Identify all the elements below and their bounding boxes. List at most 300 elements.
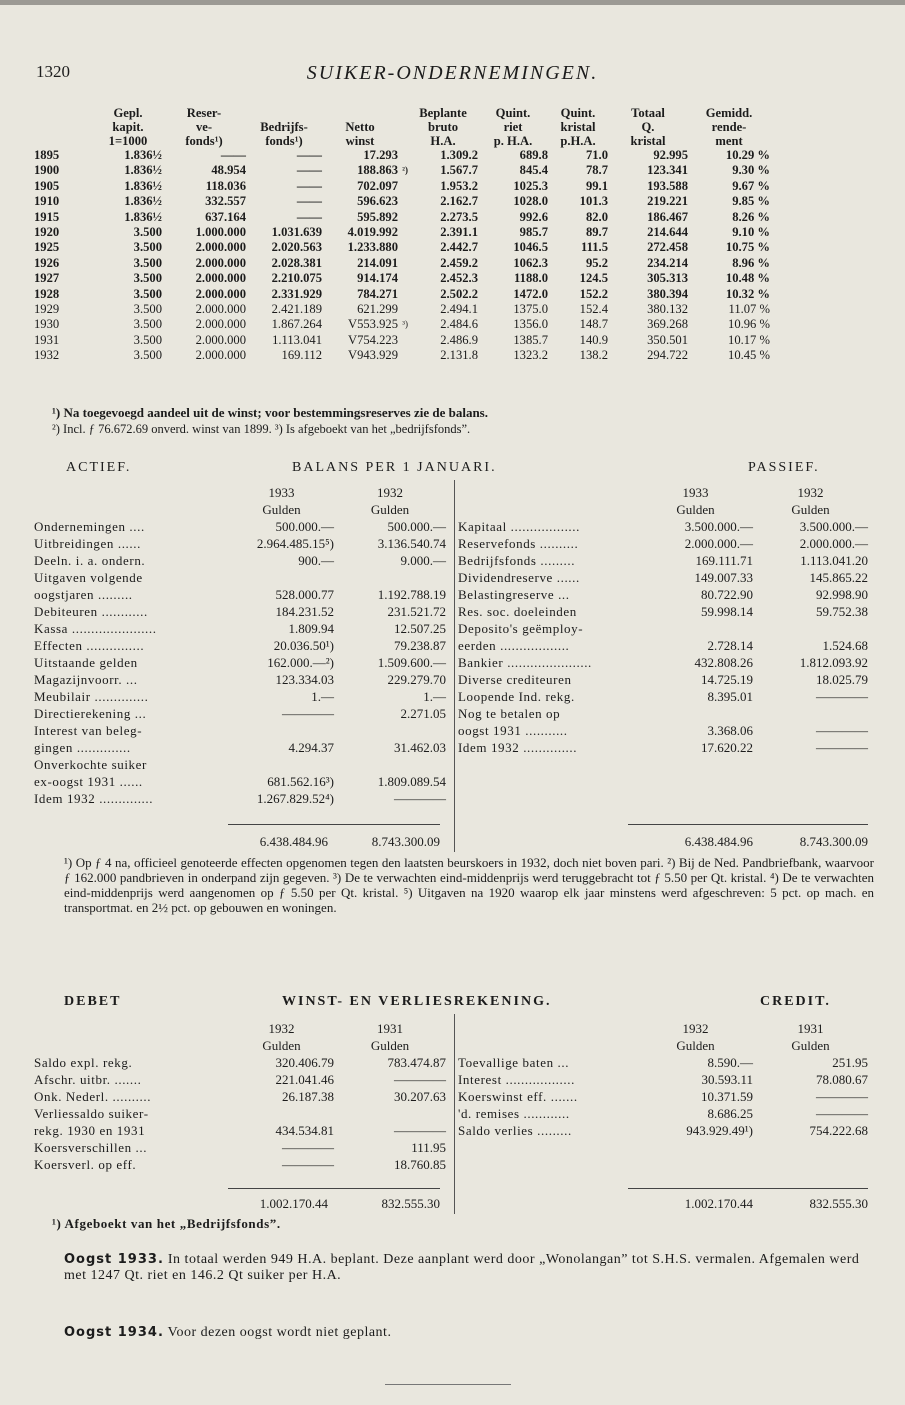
table-cell: 3.500 [133,225,162,240]
ledger-row [458,1071,868,1088]
table-cell: 1926 [34,255,60,270]
table-cell [398,210,408,225]
ledger-label: oogst 1931 ........... [458,723,568,738]
actief-total-1932: 8.743.300.09 [371,834,440,849]
ledger-label: Deeln. i. a. ondern. [34,553,146,568]
table-cell: 1375.0 [513,302,548,317]
table-cell [398,256,408,271]
table-cell: 2.391.1 [440,225,478,240]
table-cell: 99.1 [585,178,608,193]
table-cell: 1929 [34,302,60,317]
year-1931: 1931 [797,1021,824,1036]
actief-total-rule [228,824,440,825]
unit: Gulden [262,1038,301,1053]
passief-total-rule [628,824,868,825]
ledger-amount: 1.267.829.52⁴) [256,791,334,806]
ledger-amount: 943.929.49¹) [686,1123,753,1138]
debet-table [34,1020,446,1173]
ledger-amount: 4.294.37 [288,740,334,755]
ledger-label: rekg. 1930 en 1931 [34,1123,146,1138]
table-cell: 1920 [34,225,60,240]
ledger-label: oogstjaren ......... [34,587,133,602]
ledger-row [458,552,868,569]
ledger-row [34,654,446,671]
ledger-label: Directierekening ... [34,706,147,721]
ledger-amount: 80.722.90 [701,587,753,602]
table-cell: 985.7 [519,225,548,240]
table-cell: 169.112 [281,348,322,363]
ledger-row [34,1054,446,1071]
balance-notes: ¹) Op ƒ 4 na, officieel genoteerde effecten opgenomen tegen den laatsten beurskoers in 1932, doch niet boven pari. ²) Bij de Ned. Pandbriefbank, waarvoor ƒ 162.000 pandbrieven in onderpand zijn gegeven. ³) De te verwachten eind-middenprijs werd teruggebracht tot ƒ 5.50 per Qt. kristal. ⁴) De te verwachten eind-middenprijs werd aangenomen op ƒ 5.50 per Qt. kristal. ⁵) Uitgaven na 1920 waarop elk jaar minstens werd afgeschreven: 5 pct. op mach. en transportmat. en 2½ pct. op gebouwen en woningen. [64,855,874,915]
ledger-row [34,603,446,620]
ledger-row [34,620,446,637]
ledger-label: Debiteuren ............ [34,604,148,619]
table-cell: 3.500 [133,348,162,363]
table-cell: 10.32 % [725,286,770,301]
ledger-amount: 1.524.68 [822,638,868,653]
ledger-amount: 18.025.79 [816,672,868,687]
ledger-amount: 681.562.16³) [267,774,334,789]
table-cell: 186.467 [647,209,688,224]
table-cell [398,287,408,302]
passief-table [458,484,868,756]
production-footnote-1: ¹) Na toegevoegd aandeel uit de winst; voor bestemmingsreserves zie de balans. [52,405,488,420]
top-border [0,0,905,5]
ledger-amount: 123.334.03 [275,672,334,687]
ledger-amount: 59.998.14 [701,604,753,619]
table-cell: 784.271 [357,286,398,301]
table-cell: 124.5 [579,271,608,286]
ledger-amount: 31.462.03 [394,740,446,755]
ledger-row [34,518,446,535]
table-cell: 2.028.381 [271,255,322,270]
ledger-row [34,1122,446,1139]
table-cell [398,302,408,317]
table-cell: 111.5 [581,240,608,255]
table-cell: 138.2 [579,348,608,363]
table-cell: 380.132 [647,302,688,317]
ledger-label: Interest van beleg- [34,723,143,738]
ledger-amount: ———— [282,706,334,721]
ledger-label: Reservefonds .......... [458,536,579,551]
ledger-row [34,1088,446,1105]
table-cell: 3.500 [133,332,162,347]
ledger-amount: 3.500.000.— [799,519,868,534]
ledger-amount: 229.279.70 [387,672,446,687]
table-cell: 1385.7 [513,332,548,347]
table-cell: 1.953.2 [440,178,478,193]
table-row [34,179,770,194]
unit: Gulden [791,502,830,517]
table-cell: 9.67 % [732,178,770,193]
table-cell: 148.7 [579,317,608,332]
ledger-amount: 754.222.68 [809,1123,868,1138]
ledger-label: Nog te betalen op [458,706,561,721]
table-cell: 2.273.5 [440,209,478,224]
ledger-amount: 18.760.85 [394,1157,446,1172]
unit: Gulden [370,502,410,517]
ledger-row [458,1122,868,1139]
ledger-amount [638,705,753,722]
ledger-amount: 500.000.— [275,519,334,534]
debet-total-rule [228,1188,440,1189]
credit-total-1932: 1.002.170.44 [684,1196,753,1211]
table-cell: 1915 [34,209,60,224]
table-cell: 10.96 % [728,317,770,332]
debet-title: DEBET [64,994,122,1009]
table-cell: 10.17 % [728,332,770,347]
actief-total-1933: 6.438.484.96 [259,834,328,849]
table-cell: 1.836½ [124,209,162,224]
table-row [34,302,770,317]
ledger-row [458,722,868,739]
ledger-amount: 1.809.94 [288,621,334,636]
table-cell: 152.4 [579,302,608,317]
ledger-amount: 8.590.— [707,1055,753,1070]
table-row [34,210,770,225]
table-cell: 2.000.000 [195,332,246,347]
ledger-label: Kapitaal .................. [458,519,580,534]
table-row [34,225,770,240]
ledger-label: Onk. Nederl. .......... [34,1089,152,1104]
table-cell: 101.3 [579,194,608,209]
table-cell: 1895 [34,148,60,162]
table-cell: —— [296,209,322,224]
year-1931: 1931 [377,1021,403,1036]
production-footnote-2: ²) Incl. ƒ 76.672.69 onverd. winst van 1899. ³) Is afgeboekt van het „bedrijfsfonds”. [52,422,471,436]
table-cell: 1025.3 [513,178,548,193]
table-cell: 214.644 [647,225,688,240]
ledger-label: Kassa ...................... [34,621,157,636]
ledger-amount [753,705,868,722]
table-cell: 140.9 [579,332,608,347]
ledger-amount [334,569,446,586]
table-cell: 118.036 [205,178,246,193]
unit: Gulden [676,1038,715,1053]
table-row [34,333,770,348]
table-cell: 1188.0 [514,271,548,286]
column-header: Quint. kristal p.H.A. [560,106,596,148]
table-cell: 1.836½ [124,194,162,209]
ledger-amount: 9.000.— [400,553,446,568]
table-cell: 3.500 [133,317,162,332]
ledger-row [34,1139,446,1156]
table-cell: 1.233.880 [347,240,398,255]
pl-divider [454,1014,455,1214]
table-cell: 369.268 [647,317,688,332]
ledger-amount: 2.271.05 [400,706,446,721]
table-cell: 89.7 [585,225,608,240]
table-cell: 11.07 % [728,302,770,317]
ledger-row [458,688,868,705]
ledger-row [458,1054,868,1071]
ledger-amount: 528.000.77 [275,587,334,602]
table-cell: 2.000.000 [195,255,246,270]
table-cell: 1062.3 [513,255,548,270]
table-cell: 78.7 [585,163,608,178]
end-rule [385,1384,511,1385]
ledger-amount: 169.111.71 [695,553,753,568]
ledger-amount: 1.509.600.— [377,655,446,670]
table-cell [398,348,408,363]
table-cell [398,179,408,194]
ledger-label: Uitgaven volgende [34,570,143,585]
ledger-amount: ———— [816,723,868,738]
ledger-amount: 10.371.59 [701,1089,753,1104]
ledger-amount [334,756,446,773]
ledger-amount: 221.041.46 [275,1072,334,1087]
ledger-row [458,739,868,756]
ledger-amount: 92.998.90 [816,587,868,602]
table-cell: 1.836½ [124,163,162,178]
column-header: Gepl. kapit. 1=1000 [108,106,148,148]
ledger-amount: 3.368.06 [707,723,753,738]
table-row [34,240,770,255]
credit-table [458,1020,868,1139]
ledger-label: Saldo expl. rekg. [34,1055,133,1070]
ledger-amount: 14.725.19 [701,672,753,687]
table-cell: 71.0 [585,148,608,162]
ledger-label: Afschr. uitbr. ....... [34,1072,142,1087]
ledger-row [458,654,868,671]
table-cell: 2.484.6 [440,317,478,332]
year-1932: 1932 [377,485,403,500]
credit-total-rule [628,1188,868,1189]
table-cell: 123.341 [647,163,688,178]
table-cell: 1.567.7 [440,163,478,178]
ledger-label: Effecten ............... [34,638,145,653]
ledger-label: Toevallige baten ... [458,1055,570,1070]
table-cell: 1.836½ [124,148,162,162]
unit: Gulden [370,1038,410,1053]
table-cell: V943.929 [347,348,398,363]
table-cell: 10.45 % [728,348,770,363]
table-cell [398,271,408,286]
table-cell: 152.2 [579,286,608,301]
table-cell [398,194,408,209]
ledger-row [34,637,446,654]
table-cell: 1028.0 [513,194,548,209]
ledger-label: Saldo verlies ......... [458,1123,572,1138]
ledger-amount: 26.187.38 [282,1089,334,1104]
table-cell: 914.174 [357,271,398,286]
year-1932: 1932 [682,1021,709,1036]
credit-title: CREDIT. [760,994,831,1009]
passief-total-1933: 6.438.484.96 [684,834,753,849]
year-1932: 1932 [268,1021,295,1036]
ledger-row [458,1088,868,1105]
ledger-amount [334,722,446,739]
pl-title: WINST- EN VERLIESREKENING. [282,994,552,1009]
table-cell: 1905 [34,178,60,193]
column-header [34,106,94,148]
ledger-amount: 2.000.000.— [799,536,868,551]
table-cell: 2.000.000 [195,302,246,317]
column-header: Reser- ve- fonds¹) [185,106,223,148]
table-cell: 92.995 [653,148,688,162]
ledger-amount: ———— [394,791,446,806]
ledger-label: Onverkochte suiker [34,757,147,772]
balance-divider [454,480,455,852]
ledger-amount [334,1105,446,1122]
table-row [34,163,770,178]
table-cell: —— [220,148,246,162]
table-cell: 10.75 % [725,240,770,255]
table-cell: 2.331.929 [271,286,322,301]
table-cell: 1925 [34,240,60,255]
ledger-row [458,569,868,586]
ledger-amount: 500.000.— [387,519,446,534]
table-cell: 8.26 % [732,209,770,224]
ledger-amount: 1.— [311,689,334,704]
table-cell: 214.091 [357,255,398,270]
ledger-row [458,603,868,620]
ledger-label: Diverse crediteuren [458,672,572,687]
unit: Gulden [676,502,715,517]
table-row [34,256,770,271]
ledger-row [34,688,446,705]
ledger-label: 'd. remises ............ [458,1106,570,1121]
ledger-amount: 432.808.26 [694,655,753,670]
table-cell: ³) [402,319,408,330]
credit-total-1931: 832.555.30 [809,1196,868,1211]
page-number: 1320 [36,62,70,81]
ledger-row [34,705,446,722]
balance-title: BALANS PER 1 JANUARI. [292,460,497,475]
ledger-amount: 1.192.788.19 [377,587,446,602]
ledger-label: ex-oogst 1931 ...... [34,774,143,789]
ledger-label: Deposito's geëmploy- [458,621,584,636]
ledger-amount: 184.231.52 [275,604,334,619]
ledger-amount [229,722,334,739]
table-cell: 3.500 [133,255,162,270]
table-cell: 1.836½ [124,178,162,193]
column-header: Netto winst [345,120,375,148]
ledger-label: Uitbreidingen ...... [34,536,141,551]
table-row [34,317,770,332]
table-cell: 10.29 % [725,148,770,162]
table-cell: 2.502.2 [440,286,478,301]
ledger-label: Belastingreserve ... [458,587,570,602]
column-header: Beplante bruto H.A. [419,106,467,148]
ledger-label: eerden .................. [458,638,570,653]
ledger-amount: ———— [394,1072,446,1087]
passief-title: PASSIEF. [748,460,820,475]
table-cell: 595.892 [357,209,398,224]
ledger-amount: 79.238.87 [394,638,446,653]
table-cell: 992.6 [519,209,548,224]
ledger-amount: 30.593.11 [701,1072,753,1087]
ledger-amount [638,620,753,637]
table-cell: 1927 [34,271,60,286]
table-cell: 1.309.2 [440,148,478,162]
ledger-label: Bedrijfsfonds ......... [458,553,576,568]
ledger-label: Uitstaande gelden [34,655,138,670]
table-cell: 48.954 [211,163,246,178]
table-cell: 95.2 [585,255,608,270]
ledger-row [34,722,446,739]
table-cell: 2.421.189 [271,302,322,317]
table-cell: 4.019.992 [347,225,398,240]
table-cell: 2.459.2 [440,255,478,270]
oogst-1934-label: Oogst 1934. [64,1325,164,1340]
column-header: Quint. riet p. H.A. [493,106,533,148]
debet-total-1931: 832.555.30 [381,1196,440,1211]
ledger-label: Ondernemingen .... [34,519,145,534]
table-cell: 305.313 [647,271,688,286]
table-cell: 1.000.000 [195,225,246,240]
ledger-row [458,620,868,637]
table-cell [398,240,408,255]
ledger-label: Idem 1932 .............. [458,740,578,755]
table-cell: 380.394 [647,286,688,301]
ledger-amount [229,569,334,586]
ledger-row [458,518,868,535]
ledger-label: Verliessaldo suiker- [34,1106,149,1121]
ledger-label: Koerswinst eff. ....... [458,1089,578,1104]
table-cell: 3.500 [133,302,162,317]
passief-total-1932: 8.743.300.09 [799,834,868,849]
ledger-row [34,756,446,773]
table-cell: 2.000.000 [195,286,246,301]
table-cell: 1932 [34,348,60,363]
ledger-amount: 783.474.87 [387,1055,446,1070]
table-cell: 1.031.639 [271,225,322,240]
table-cell: 2.000.000 [195,240,246,255]
table-cell: 2.452.3 [440,271,478,286]
ledger-amount: 59.752.38 [816,604,868,619]
ledger-amount: 3.500.000.— [684,519,753,534]
ledger-amount: ———— [282,1157,334,1172]
ledger-amount: 3.136.540.74 [377,536,446,551]
ledger-amount: ———— [816,1089,868,1104]
ledger-label: Res. soc. doeleinden [458,604,577,619]
ledger-amount: 17.620.22 [701,740,753,755]
table-cell: 8.96 % [732,255,770,270]
ledger-label: Koersverschillen ... [34,1140,148,1155]
table-cell: 234.214 [647,255,688,270]
table-cell: —— [296,178,322,193]
table-cell: 2.210.075 [271,271,322,286]
table-cell: V754.223 [347,332,398,347]
production-table [34,106,770,364]
table-cell: 219.221 [647,194,688,209]
table-cell: 1910 [34,194,60,209]
ledger-amount: 12.507.25 [394,621,446,636]
ledger-amount [753,620,868,637]
ledger-row [458,1105,868,1122]
table-cell: 1.867.264 [271,317,322,332]
year-1933: 1933 [682,485,709,500]
ledger-row [34,739,446,756]
ledger-row [34,1071,446,1088]
unit: Gulden [791,1038,830,1053]
table-cell: 3.500 [133,286,162,301]
table-cell: 621.299 [357,302,398,317]
ledger-amount: ———— [816,689,868,704]
table-cell: ²) [402,165,408,176]
ledger-amount: 231.521.72 [387,604,446,619]
ledger-amount: 320.406.79 [275,1055,334,1070]
ledger-row [458,586,868,603]
ledger-row [458,637,868,654]
table-cell: 1930 [34,317,60,332]
table-cell: 596.623 [357,194,398,209]
ledger-amount: 149.007.33 [694,570,753,585]
ledger-amount: ———— [816,740,868,755]
table-cell: 1931 [34,332,60,347]
table-row [34,148,770,163]
